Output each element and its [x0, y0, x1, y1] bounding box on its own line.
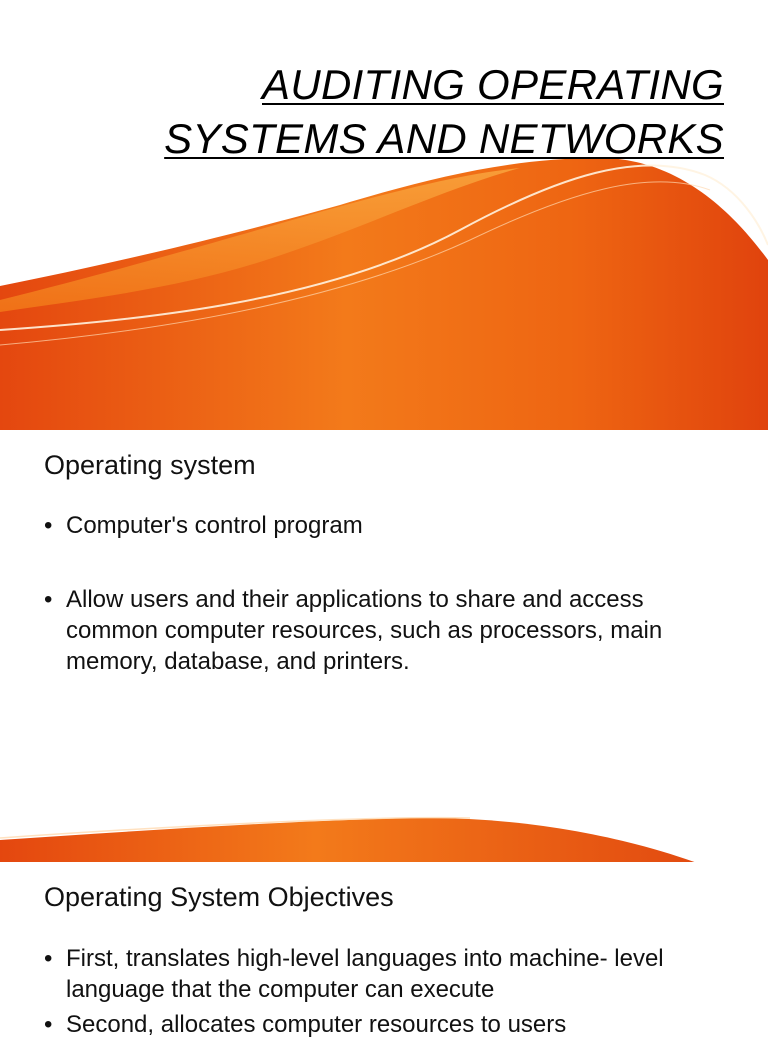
bullet-text: Second, allocates computer resources to users: [66, 1011, 567, 1038]
objectives-slide: [0, 864, 768, 1038]
bullet-text: Allow users and their applications to share and access common computer resources, such as processors, main memory, database, and printers.: [66, 586, 663, 675]
slide-heading: Operating system: [44, 450, 256, 480]
list-item: [44, 584, 734, 677]
bullet-icon: •: [44, 1011, 53, 1038]
title-line-2: SYSTEMS AND NETWORKS: [164, 115, 724, 162]
list-item: [44, 943, 734, 1005]
title-line-1: AUDITING OPERATING: [262, 61, 724, 108]
bullet-list: [44, 510, 734, 677]
slide-heading: Operating System Objectives: [44, 882, 394, 912]
bullet-icon: •: [44, 586, 53, 613]
list-item: [44, 1009, 734, 1040]
bullet-text: Computer's control program: [66, 512, 363, 539]
bullet-icon: •: [44, 945, 53, 972]
bullet-icon: •: [44, 512, 53, 539]
orange-wave-graphic: [0, 812, 768, 864]
operating-system-slide: [0, 432, 768, 864]
slide-title: [164, 58, 724, 166]
bullet-text: First, translates high-level languages into machine- level language that the computer can execute: [66, 945, 664, 1003]
title-slide: [0, 0, 768, 432]
bullet-list: [44, 943, 734, 1040]
list-item: [44, 510, 734, 541]
